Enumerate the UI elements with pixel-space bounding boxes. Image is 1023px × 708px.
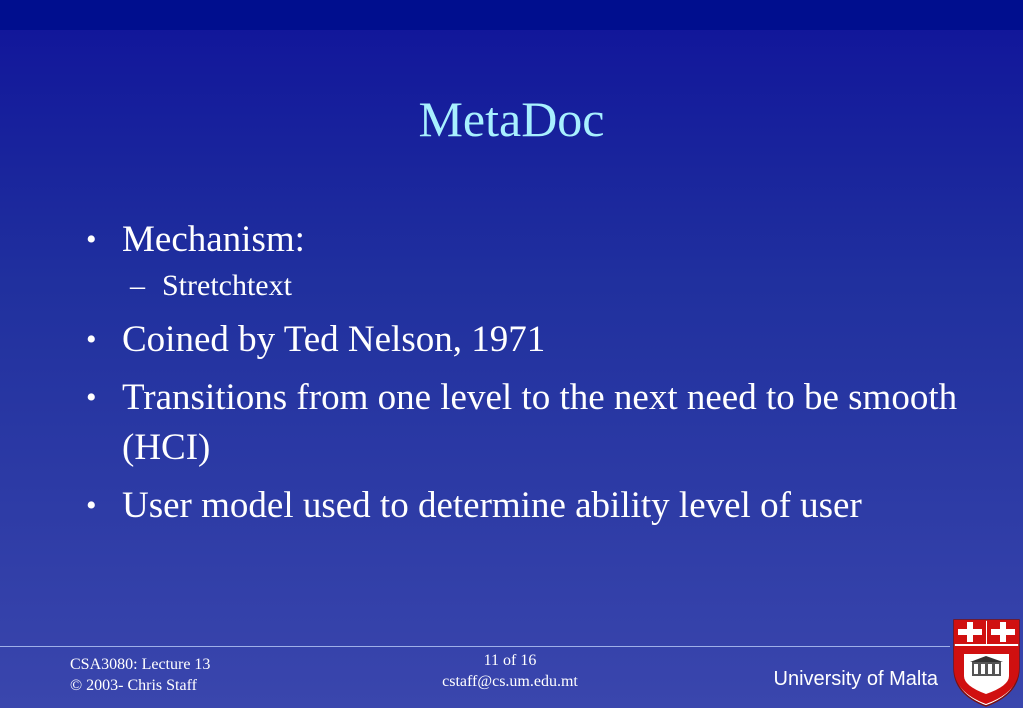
footer-divider [0, 646, 950, 647]
bullet-item [84, 215, 964, 265]
bullet-text: User model used to determine ability level of user [122, 485, 862, 526]
sub-bullet-text: Stretchtext [162, 269, 292, 302]
university-crest-icon [950, 618, 1023, 708]
top-band [0, 0, 1023, 30]
institution-name: University of Malta [773, 668, 938, 690]
bullet-item [84, 315, 964, 365]
footer-center [400, 650, 620, 692]
footer-left [70, 654, 210, 696]
bullet-item [84, 373, 964, 473]
bullet-icon: • [86, 381, 97, 414]
bullet-icon: • [86, 223, 97, 256]
page-number: 11 of 16 [483, 652, 537, 669]
bullet-text: Mechanism: [122, 219, 305, 260]
email-label: cstaff@cs.um.edu.mt [442, 673, 578, 690]
bullet-icon: • [86, 489, 97, 522]
bullet-item [84, 481, 964, 531]
course-label: CSA3080: Lecture 13 [70, 656, 211, 673]
bullet-text: Transitions from one level to the next need to be smooth (HCI) [122, 377, 958, 468]
bullet-text: Coined by Ted Nelson, 1971 [122, 319, 546, 360]
dash-icon: – [130, 269, 145, 302]
slide-title: MetaDoc [418, 91, 605, 147]
bullet-icon: • [86, 323, 97, 356]
copyright-label: © 2003- Chris Staff [70, 677, 197, 694]
bullet-list [84, 215, 964, 539]
sub-bullet-item [84, 267, 964, 305]
